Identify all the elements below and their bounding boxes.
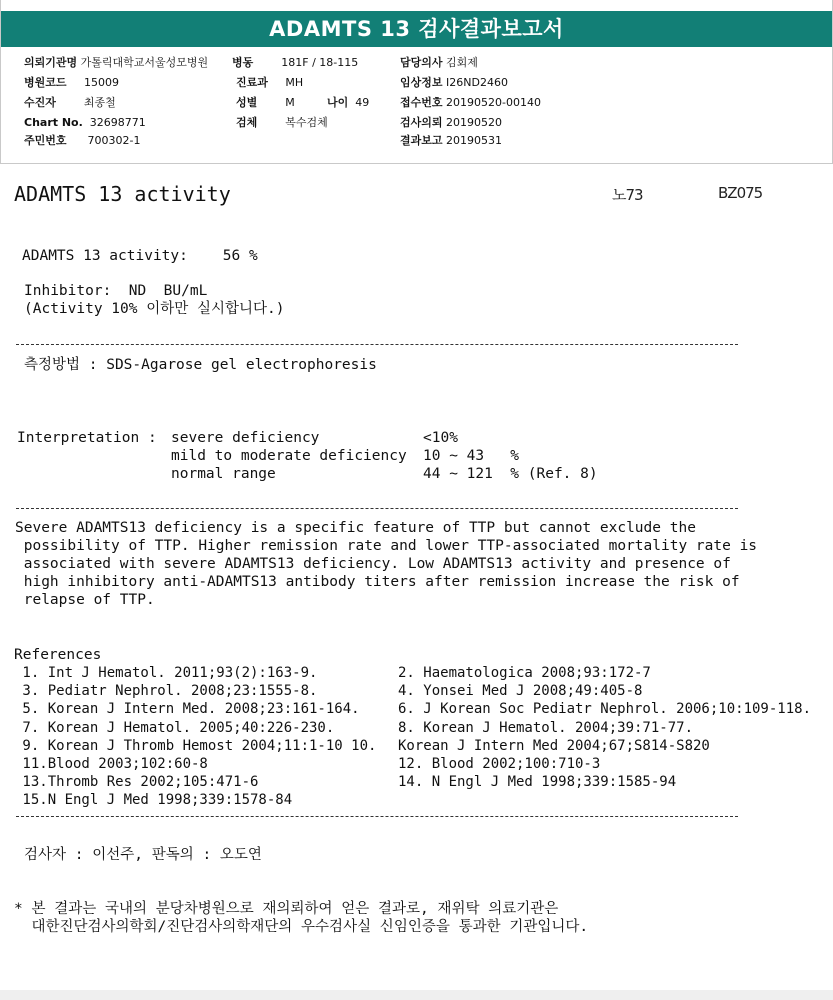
field-patient-name: 수진자 최종철: [24, 96, 116, 109]
interpretation-row: mild to moderate deficiency: [171, 448, 407, 464]
reference-item: 2. Haematologica 2008;93:172-7: [398, 665, 651, 681]
footer-note: 대한진단검사의학회/진단검사의학재단의 우수검사실 신임인증을 통과한 기관입니다.: [14, 919, 589, 935]
reference-item: Korean J Intern Med 2004;67;S814-S820: [398, 737, 710, 754]
comment-line: high inhibitory anti-ADAMTS13 antibody titers after remission increase the risk of: [15, 574, 740, 590]
divider: [16, 344, 738, 345]
field-resident-number: 주민번호 700302-1: [24, 134, 141, 147]
comment-line: associated with severe ADAMTS13 deficiency. Low ADAMTS13 activity and presence of: [15, 556, 731, 572]
inhibitor-result: Inhibitor: ND BU/mL: [24, 283, 208, 299]
inhibitor-note: (Activity 10% 이하만 실시합니다.): [24, 301, 285, 317]
reference-item: 5. Korean J Intern Med. 2008;23:161-164.: [14, 701, 360, 718]
divider: [16, 816, 738, 817]
field-chart-no: Chart No. 32698771: [24, 116, 146, 129]
comment-line: relapse of TTP.: [15, 592, 155, 608]
report-title: ADAMTS 13 검사결과보고서: [1, 11, 832, 47]
field-sex: 성별 M: [236, 96, 295, 109]
comment-line: Severe ADAMTS13 deficiency is a specific feature of TTP but cannot exclude the: [15, 520, 696, 536]
field-specimen: 검체 복수검체: [236, 116, 328, 129]
handwritten-note-1: 노73: [612, 186, 643, 204]
page-bottom-band: [0, 990, 833, 1000]
field-receipt-number: 접수번호 20190520-00140: [400, 96, 541, 109]
references-left-column: [14, 664, 376, 810]
reference-item: 8. Korean J Hematol. 2004;39:71-77.: [398, 719, 694, 736]
reference-item: 14. N Engl J Med 1998;339:1585-94: [398, 774, 677, 791]
field-age: 나이 49: [327, 96, 370, 109]
reference-item: 15.N Engl J Med 1998;339:1578-84: [14, 792, 293, 809]
method-line: 측정방법 : SDS-Agarose gel electrophoresis: [24, 357, 377, 373]
references-right-column: [398, 664, 811, 791]
reference-item: 9. Korean J Thromb Hemost 2004;11:1-10 10.: [14, 737, 377, 754]
reference-item: 4. Yonsei Med J 2008;49:405-8: [398, 683, 643, 700]
field-ward: 병동 181F / 18-115: [232, 56, 359, 69]
handwritten-note-2: BZ075: [718, 184, 763, 202]
reference-item: 3. Pediatr Nephrol. 2008;23:1555-8.: [14, 683, 318, 700]
reference-item: 7. Korean J Hematol. 2005;40:226-230.: [14, 719, 335, 736]
divider: [16, 508, 738, 509]
field-department: 진료과 MH: [236, 76, 304, 89]
reference-item: 6. J Korean Soc Pediatr Nephrol. 2006;10:109-118.: [398, 701, 812, 718]
interpretation-row: normal range: [171, 466, 276, 482]
reference-item: 1. Int J Hematol. 2011;93(2):163-9.: [14, 665, 318, 681]
reference-item: 11.Blood 2003;102:60-8: [14, 756, 208, 773]
interpretation-row: severe deficiency: [171, 430, 320, 446]
comment-line: possibility of TTP. Higher remission rate and lower TTP-associated mortality rate is: [15, 538, 758, 554]
interpretation-value: <10%: [423, 430, 458, 446]
interpretation-value: 44 ~ 121 % (Ref. 8): [423, 466, 598, 482]
activity-result: ADAMTS 13 activity: 56 %: [22, 248, 258, 264]
field-doctor: 담당의사 김회제: [400, 56, 478, 69]
field-hospital-code: 병원코드 15009: [24, 76, 119, 89]
field-requesting-institution: 의뢰기관명 가톨릭대학교서울성모병원: [24, 56, 209, 69]
field-clinical-info: 임상정보 I26ND2460: [400, 76, 508, 89]
interpretation-value: 10 ~ 43 %: [423, 448, 520, 464]
field-report-date: 결과보고 20190531: [400, 134, 503, 147]
reference-item: 13.Thromb Res 2002;105:471-6: [14, 774, 259, 791]
references-heading: References: [14, 647, 102, 663]
field-request-date: 검사의뢰 20190520: [400, 116, 503, 129]
test-title: ADAMTS 13 activity: [14, 182, 231, 206]
examiner-line: 검사자 : 이선주, 판독의 : 오도연: [24, 847, 262, 863]
footer-note: * 본 결과는 국내의 분당차병원으로 재의뢰하여 얻은 결과로, 재위탁 의료기관은: [14, 901, 559, 917]
interpretation-label: Interpretation :: [17, 430, 157, 446]
reference-item: 12. Blood 2002;100:710-3: [398, 756, 601, 773]
